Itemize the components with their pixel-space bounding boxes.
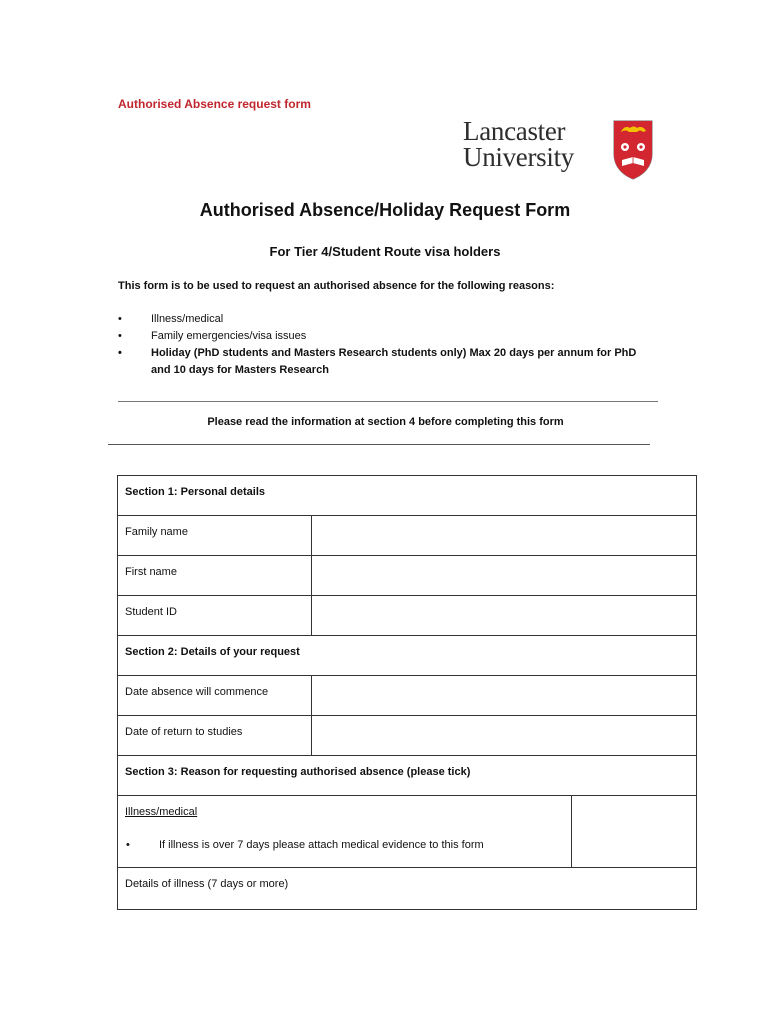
bullet-icon: • [126, 839, 130, 851]
illness-heading: Illness/medical [125, 806, 198, 818]
section-2-header [118, 636, 696, 676]
date-return-field[interactable] [311, 716, 696, 755]
divider [118, 401, 658, 402]
first-name-label: First name [125, 566, 177, 578]
table-row [118, 796, 696, 868]
lancaster-university-crest-icon [613, 120, 653, 180]
list-item [118, 345, 658, 379]
table-row [118, 596, 696, 636]
table-row [118, 868, 696, 909]
bullet-icon: • [118, 313, 122, 325]
reason-text: Family emergencies/visa issues [151, 330, 307, 342]
list-item [118, 311, 658, 328]
date-commence-label: Date absence will commence [125, 686, 269, 698]
section-title: Section 3: Reason for requesting authorised absence (please tick) [125, 766, 471, 778]
reason-text: Illness/medical [151, 313, 224, 325]
divider [108, 444, 650, 445]
page-title: Authorised Absence/Holiday Request Form [199, 200, 571, 220]
family-name-field[interactable] [311, 516, 696, 555]
bullet-icon: • [118, 330, 122, 342]
section-title: Section 1: Personal details [125, 486, 265, 498]
illness-tick-box[interactable] [571, 796, 696, 867]
section-3-header [118, 756, 696, 796]
reasons-list [118, 311, 658, 379]
logo-wordmark [463, 118, 574, 170]
list-item [118, 328, 658, 345]
intro-text: This form is to be used to request an authorised absence for the following reasons: [118, 280, 555, 292]
table-row [118, 516, 696, 556]
reason-text: Holiday (PhD students and Masters Research students only) Max 20 days per annum for PhD and 10 days for Masters Research [151, 347, 637, 376]
notice-text: Please read the information at section 4 before completing this form [207, 416, 564, 428]
request-form-table [117, 475, 697, 910]
illness-details-label: Details of illness (7 days or more) [125, 878, 289, 890]
section-title: Section 2: Details of your request [125, 646, 300, 658]
logo-line-1: Lancaster [463, 116, 566, 146]
logo-line-2: University [463, 142, 574, 172]
section-1-header [118, 476, 696, 516]
illness-note: If illness is over 7 days please attach medical evidence to this form [159, 839, 484, 851]
date-return-label: Date of return to studies [125, 726, 243, 738]
page-subtitle: For Tier 4/Student Route visa holders [269, 244, 501, 259]
family-name-label: Family name [125, 526, 188, 538]
table-row [118, 676, 696, 716]
table-row [118, 556, 696, 596]
first-name-field[interactable] [311, 556, 696, 595]
date-commence-field[interactable] [311, 676, 696, 715]
bullet-icon: • [118, 347, 122, 359]
table-row [118, 716, 696, 756]
form-label: Authorised Absence request form [118, 97, 311, 111]
university-logo [463, 118, 655, 184]
student-id-field[interactable] [311, 596, 696, 635]
student-id-label: Student ID [125, 606, 177, 618]
